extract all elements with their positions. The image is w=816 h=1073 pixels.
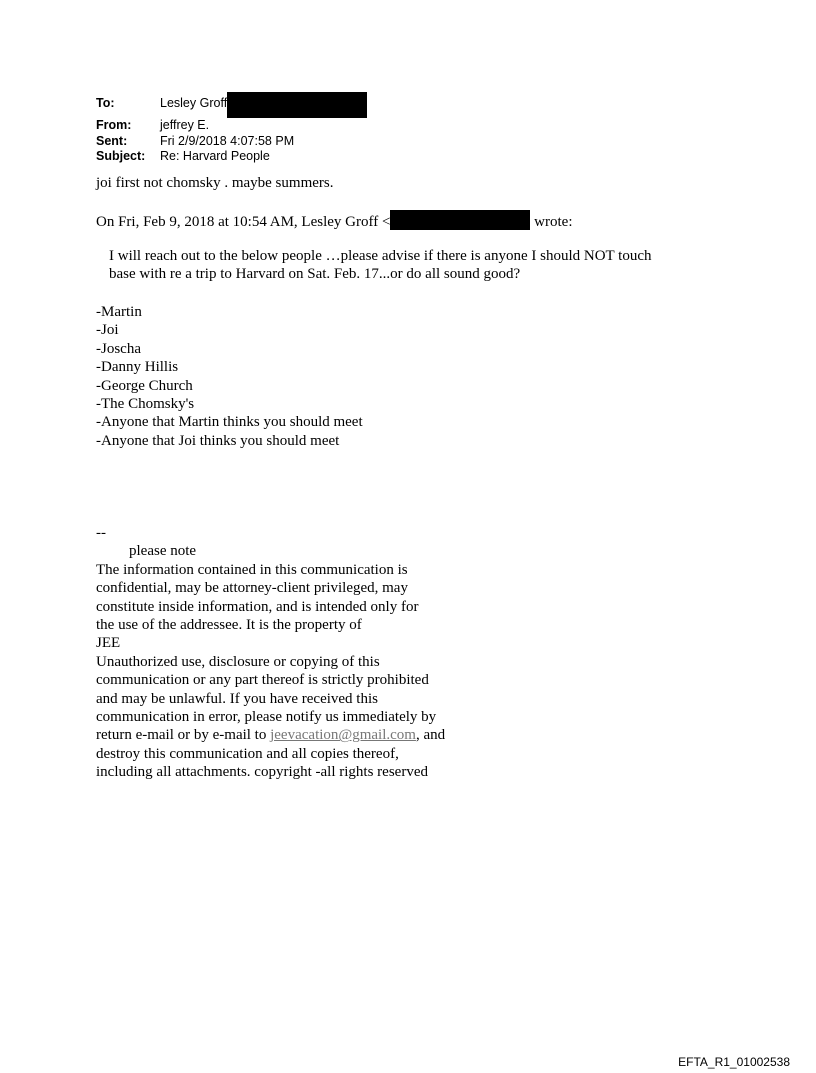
people-list	[96, 303, 363, 450]
list-item: -Joi	[96, 322, 119, 339]
disclaimer-line: Unauthorized use, disclosure or copying of this	[96, 653, 380, 670]
sent-label: Sent:	[96, 133, 128, 148]
from-label: From:	[96, 118, 132, 132]
document-id: EFTA_R1_01002538	[678, 1055, 790, 1069]
disclaimer-email-line	[96, 726, 445, 744]
subject-value: Re: Harvard People	[160, 149, 270, 163]
list-item: -Joscha	[96, 340, 141, 357]
list-item: -Anyone that Martin thinks you should meet	[96, 414, 363, 431]
disclaimer-line: communication in error, please notify us immediately by	[96, 709, 437, 726]
quoted-header	[96, 210, 573, 231]
disclaimer-line: and may be unlawful. If you have received this	[96, 690, 378, 707]
redaction-block	[227, 92, 367, 118]
disclaimer-line: destroy this communication and all copies thereof,	[96, 745, 399, 762]
disclaimer-line: JEE	[96, 635, 121, 652]
from-value: jeffrey E.	[160, 118, 210, 132]
email-line-prefix: return e-mail or by e-mail to	[96, 727, 271, 744]
subject-label: Subject:	[96, 149, 146, 163]
to-value: Lesley Groff	[160, 96, 228, 110]
quoted-message	[109, 247, 652, 284]
quoted-line: I will reach out to the below people …please advise if there is anyone I should NOT touch	[109, 248, 652, 264]
signature-note: please note	[129, 543, 197, 560]
email-header	[96, 96, 367, 165]
list-item: -Danny Hillis	[96, 359, 179, 376]
quoted-header-suffix: wrote:	[530, 214, 573, 230]
disclaimer-line: confidential, may be attorney-client privileged, may	[96, 580, 408, 597]
disclaimer-line: including all attachments. copyright -all rights reserved	[96, 764, 428, 781]
email-link[interactable]: jeevacation@gmail.com	[270, 727, 416, 744]
sent-value: Fri 2/9/2018 4:07:58 PM	[160, 133, 295, 148]
from-row	[96, 118, 367, 134]
signature-block	[96, 524, 445, 782]
to-row	[96, 96, 367, 118]
list-item: -The Chomsky's	[96, 396, 195, 413]
list-item: -Anyone that Joi thinks you should meet	[96, 432, 340, 449]
disclaimer-line: constitute inside information, and is intended only for	[96, 598, 419, 615]
signature-separator: --	[96, 525, 106, 541]
quoted-header-prefix: On Fri, Feb 9, 2018 at 10:54 AM, Lesley Groff <	[96, 214, 391, 230]
list-item: -George Church	[96, 377, 193, 394]
disclaimer-line: communication or any part thereof is strictly prohibited	[96, 672, 429, 689]
list-item: -Martin	[96, 304, 142, 320]
sent-row	[96, 134, 367, 150]
email-line-suffix: , and	[415, 727, 446, 744]
subject-row	[96, 149, 367, 165]
quoted-line: base with re a trip to Harvard on Sat. Feb. 17...or do all sound good?	[109, 266, 521, 283]
reply-text: joi first not chomsky . maybe summers.	[96, 175, 334, 191]
disclaimer-line: the use of the addressee. It is the property of	[96, 617, 362, 634]
redaction-block	[390, 210, 530, 230]
to-label: To:	[96, 96, 115, 110]
disclaimer-line: The information contained in this communication is	[96, 561, 408, 578]
